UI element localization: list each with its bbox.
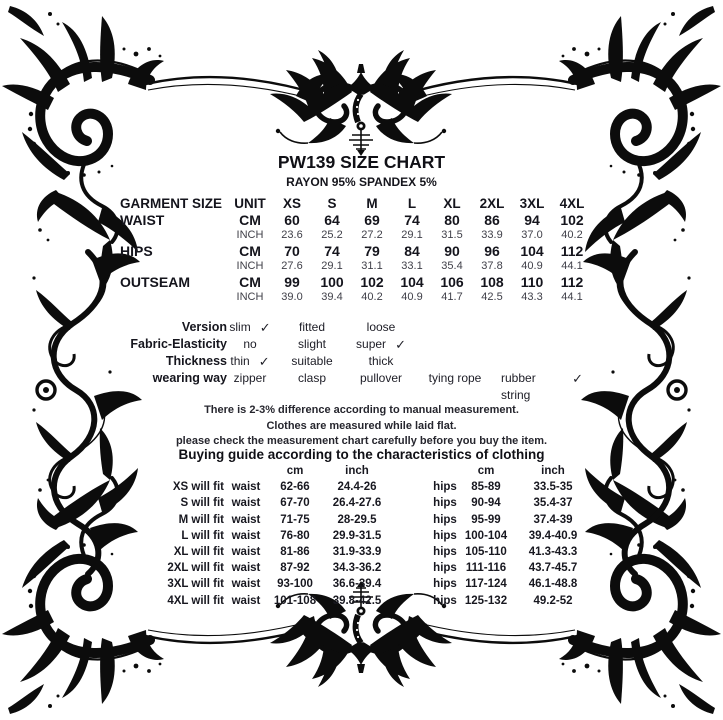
attribute-option-text: clasp [297, 371, 326, 385]
fit-size-label: 2XL will fit [167, 562, 224, 575]
size-table-value: 37.8 [481, 260, 503, 273]
fit-waist-cm: 81-86 [280, 545, 310, 558]
check-mark-icon: ✓ [572, 371, 583, 386]
attribute-option-text: rubber string [501, 371, 536, 402]
fit-hips-label: hips [433, 529, 457, 542]
measurement-notes [0, 403, 723, 450]
fit-size-label: 4XL will fit [167, 594, 224, 607]
fit-waist-label: waist [231, 562, 261, 575]
attribute-row [0, 336, 723, 353]
fit-size-label: M will fit [178, 513, 224, 526]
attribute-option [414, 370, 496, 387]
size-table-unit: CM [239, 242, 261, 259]
fit-guide-table [0, 463, 723, 609]
size-table-value: 25.2 [321, 228, 343, 241]
size-table-row-label [120, 227, 228, 243]
fit-hips-label: hips [433, 481, 457, 494]
size-table-header: 4XL [559, 196, 585, 212]
attribute-label: Version [181, 320, 227, 334]
fit-hips-inch: 46.1-48.8 [528, 578, 578, 591]
size-table-value: 31.5 [441, 228, 463, 241]
fit-hips-cm: 85-89 [471, 481, 501, 494]
size-table-value: 40.9 [521, 260, 543, 273]
size-table-value: 74 [324, 242, 340, 259]
attribute-option [281, 319, 343, 336]
attribute-option [219, 336, 281, 353]
size-table-value: 23.6 [281, 228, 303, 241]
size-table-value: 86 [484, 211, 500, 228]
size-table-value: 60 [284, 211, 300, 228]
fit-header-waist-cm: cm [286, 465, 304, 477]
attribute-option-text: tying rope [428, 371, 482, 385]
attribute-row [0, 353, 723, 370]
attribute-option-text: thick [368, 354, 394, 368]
size-table-value: 99 [284, 274, 300, 291]
note-line: please check the measurement chart carefully before you buy the item. [175, 435, 548, 447]
size-table-header: 3XL [519, 196, 545, 212]
attribute-option-text: zipper [233, 371, 267, 385]
size-table [120, 196, 592, 306]
size-table-value: 64 [324, 211, 340, 228]
fit-size-label: L will fit [181, 529, 224, 542]
attribute-label: Thickness [165, 354, 227, 368]
fit-table-header-row [0, 463, 723, 479]
attribute-option [219, 353, 281, 370]
attribute-option-text: loose [366, 320, 396, 334]
fit-header-waist-inch: inch [345, 465, 369, 477]
note-line: Clothes are measured while laid flat. [266, 419, 457, 432]
size-table-value: 44.1 [561, 260, 583, 273]
attribute-option-text: pullover [359, 371, 403, 385]
attribute-label: wearing way [152, 371, 227, 385]
fit-table-row [0, 512, 723, 528]
fit-hips-cm: 111-116 [465, 562, 507, 575]
fit-hips-cm: 100-104 [464, 529, 508, 542]
size-table-value: 104 [520, 242, 544, 259]
size-table-header: L [407, 196, 417, 212]
size-table-value: 33.9 [481, 228, 503, 241]
size-table-header: XL [443, 196, 461, 212]
size-table-value: 27.6 [281, 260, 303, 273]
fit-waist-label: waist [231, 578, 261, 591]
size-table-value: 74 [404, 211, 420, 228]
size-table-value: 80 [444, 211, 460, 228]
size-table-header: S [327, 196, 337, 212]
attribute-option [219, 370, 281, 387]
fit-hips-inch: 35.4-37 [533, 497, 573, 510]
attribute-option-text: slim [229, 320, 251, 334]
attribute-row [0, 370, 723, 402]
size-table-value: 39.4 [321, 291, 343, 304]
size-table-value: 40.2 [561, 228, 583, 241]
size-table-unit: INCH [236, 260, 264, 273]
fit-waist-cm: 76-80 [280, 529, 310, 542]
fit-size-label: 3XL will fit [167, 578, 224, 591]
page-title: PW139 SIZE CHART [277, 152, 446, 172]
fit-table-row [0, 495, 723, 511]
fit-waist-inch: 29.9-31.5 [332, 529, 382, 542]
attribute-option-text: thin [230, 354, 250, 368]
fit-hips-cm: 90-94 [471, 497, 501, 510]
size-table-row-label: OUTSEAM [120, 274, 190, 291]
fit-table-row [0, 576, 723, 592]
fit-waist-label: waist [231, 594, 261, 607]
fit-hips-label: hips [433, 594, 457, 607]
fit-table-row [0, 560, 723, 576]
fit-hips-inch: 37.4-39 [533, 513, 573, 526]
fit-hips-label: hips [433, 545, 457, 558]
size-table-value: 31.1 [361, 260, 383, 273]
fit-hips-label: hips [433, 578, 457, 591]
size-table-value: 96 [484, 242, 500, 259]
attribute-option-text: no [243, 337, 257, 351]
size-table-value: 43.3 [521, 291, 543, 304]
attribute-row [0, 319, 723, 336]
check-mark-icon: ✓ [395, 337, 406, 352]
fit-table-row [0, 479, 723, 495]
fit-waist-inch: 26.4-27.6 [332, 497, 382, 510]
size-table-header: M [366, 196, 378, 212]
fit-hips-cm: 117-124 [465, 578, 507, 591]
fit-hips-label: hips [433, 497, 457, 510]
size-table-value: 112 [560, 274, 584, 291]
attribute-option-text: slight [297, 337, 326, 351]
fit-waist-inch: 31.9-33.9 [332, 545, 382, 558]
fit-waist-inch: 24.4-26 [337, 481, 377, 494]
attribute-option [350, 370, 412, 387]
fit-waist-cm: 71-75 [280, 513, 310, 526]
fit-hips-cm: 95-99 [471, 513, 501, 526]
fit-waist-label: waist [231, 481, 261, 494]
size-table-unit: CM [239, 274, 261, 291]
size-table-value: 106 [440, 274, 464, 291]
attribute-option [501, 370, 583, 404]
fit-hips-inch: 49.2-52 [533, 594, 573, 607]
size-table-unit: INCH [236, 228, 264, 241]
size-table-row-label: WAIST [120, 211, 165, 228]
fit-waist-label: waist [231, 513, 261, 526]
size-table-header: XS [282, 196, 301, 212]
size-table-value: 84 [404, 242, 420, 259]
fit-waist-label: waist [231, 545, 261, 558]
check-mark-icon: ✓ [258, 354, 270, 369]
size-table-value: 40.2 [361, 291, 383, 304]
fit-size-label: XS will fit [172, 481, 224, 494]
size-table-unit: CM [239, 211, 261, 228]
fit-hips-cm: 105-110 [465, 545, 507, 558]
size-table-header: 2XL [479, 196, 505, 212]
size-table-value: 37.0 [521, 228, 543, 241]
fit-hips-inch: 39.4-40.9 [528, 529, 578, 542]
size-table-unit: INCH [236, 291, 264, 304]
attribute-option [350, 336, 412, 353]
fit-waist-cm: 87-92 [280, 562, 310, 575]
size-table-value: 33.1 [401, 260, 423, 273]
attribute-option [281, 370, 343, 387]
check-mark-icon: ✓ [259, 320, 271, 335]
size-table-value: 102 [360, 274, 384, 291]
attribute-option-text: fitted [298, 320, 325, 334]
size-table-value: 39.0 [281, 291, 303, 304]
fit-size-label: XL will fit [173, 545, 224, 558]
fit-waist-inch: 34.3-36.2 [332, 562, 382, 575]
size-table-value: 27.2 [361, 228, 383, 241]
size-table-value: 29.1 [401, 228, 423, 241]
size-table-value: 110 [520, 274, 544, 291]
fit-hips-cm: 125-132 [464, 594, 508, 607]
fit-waist-label: waist [231, 497, 261, 510]
size-table-row-label [120, 290, 228, 306]
size-table-value: 42.5 [481, 291, 503, 304]
size-table-value: 102 [560, 211, 584, 228]
fit-table-row [0, 544, 723, 560]
attribute-option [350, 319, 412, 336]
attribute-option [219, 319, 281, 336]
fit-hips-inch: 41.3-43.3 [528, 545, 578, 558]
size-table-header: GARMENT SIZE [120, 196, 223, 212]
fit-waist-inch: 39.8-42.5 [332, 594, 382, 607]
size-table-value: 79 [364, 242, 380, 259]
note-line: There is 2-3% difference according to manual measurement. [204, 404, 519, 416]
fit-header-hips-cm: cm [477, 465, 495, 477]
fit-waist-cm: 101-108 [273, 594, 317, 607]
size-table-value: 44.1 [561, 291, 583, 304]
fit-hips-label: hips [433, 513, 457, 526]
size-table-value: 112 [560, 242, 584, 259]
size-table-value: 90 [444, 242, 460, 259]
fit-waist-label: waist [231, 529, 261, 542]
fabric-composition: RAYON 95% SPANDEX 5% [286, 175, 437, 189]
attribute-option-text: super [356, 337, 387, 351]
size-table-row-label [120, 259, 228, 275]
fit-waist-inch: 28-29.5 [337, 513, 377, 526]
size-table-value: 69 [364, 211, 380, 228]
garment-attributes [0, 319, 723, 402]
buying-guide-title: Buying guide according to the characteristics of clothing [178, 447, 545, 462]
fit-header-hips-inch: inch [541, 465, 565, 477]
fit-table-row [0, 593, 723, 609]
size-table-value: 94 [524, 211, 540, 228]
fit-table-row [0, 528, 723, 544]
size-table-value: 70 [284, 242, 300, 259]
fit-waist-cm: 67-70 [280, 497, 310, 510]
fit-size-label: S will fit [180, 497, 224, 510]
fit-hips-inch: 43.7-45.7 [528, 562, 578, 575]
size-table-value: 104 [400, 274, 424, 291]
size-table-value: 108 [480, 274, 504, 291]
attribute-label: Fabric-Elasticity [130, 337, 227, 351]
fit-waist-cm: 62-66 [280, 481, 310, 494]
fit-waist-inch: 36.6-39.4 [332, 578, 382, 591]
fit-hips-label: hips [433, 562, 457, 575]
size-table-header: UNIT [234, 196, 266, 212]
size-table-value: 41.7 [441, 291, 463, 304]
size-table-row-label: HIPS [120, 242, 153, 259]
attribute-option [350, 353, 412, 370]
fit-hips-inch: 33.5-35 [533, 481, 573, 494]
attribute-option-text: suitable [291, 354, 333, 368]
attribute-option [281, 336, 343, 353]
size-table-value: 40.9 [401, 291, 423, 304]
size-table-value: 35.4 [441, 260, 463, 273]
fit-waist-cm: 93-100 [277, 578, 313, 591]
size-table-value: 29.1 [321, 260, 343, 273]
attribute-option [281, 353, 343, 370]
size-table-value: 100 [320, 274, 344, 291]
